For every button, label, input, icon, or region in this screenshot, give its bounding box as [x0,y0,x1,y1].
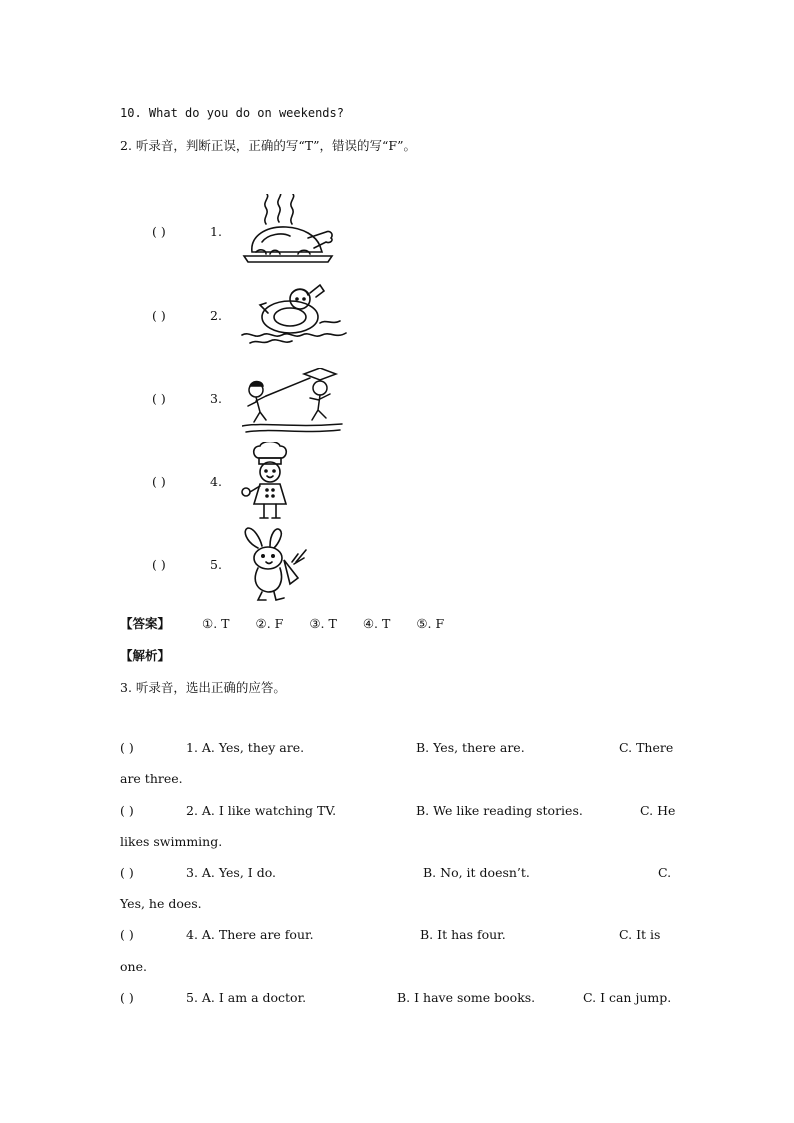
answer-row [120,614,470,632]
option-c: C. There [619,740,674,755]
section-3-title: 3. 听录音，选出正确的应答。 [120,680,286,695]
option-continuation: one. [120,959,147,974]
answer-item: ⑤. F [416,616,445,631]
answer-blank[interactable]: ( ) [152,308,166,323]
tf-item-1 [152,224,222,239]
option-b: B. We like reading stories. [416,803,583,818]
option-continuation: Yes, he does. [120,896,202,911]
tf-item-5 [152,557,222,572]
swimming-boy-icon [240,283,350,345]
answer-item: ③. T [309,616,337,631]
answer-label: 【答案】 [120,616,171,631]
tf-item-2 [152,308,222,323]
item-number: 4. [210,474,222,489]
rabbit-carrot-icon [240,526,314,602]
paren[interactable]: ( ) [120,927,134,942]
item-number: 2. [210,308,222,323]
option-b: B. It has four. [420,927,506,942]
option-b: B. No, it doesn’t. [423,865,530,880]
option-continuation: likes swimming. [120,834,223,849]
answer-blank[interactable]: ( ) [152,224,166,239]
option-a: 1. A. Yes, they are. [186,740,305,755]
section-2-title: 2. 听录音，判断正误，正确的写“T”，错误的写“F”。 [120,138,416,153]
analysis-label: 【解析】 [120,648,171,663]
roast-chicken-icon [242,194,338,270]
answer-item: ②. F [255,616,284,631]
item-number: 1. [210,224,222,239]
answer-blank[interactable]: ( ) [152,474,166,489]
option-b: B. I have some books. [397,990,536,1005]
option-c: C. He [640,803,676,818]
answer-item: ④. T [362,616,391,631]
paren[interactable]: ( ) [120,990,134,1005]
option-c: C. I can jump. [583,990,672,1005]
kite-kids-icon [242,368,344,436]
chef-icon [238,442,302,524]
tf-item-4 [152,474,222,489]
option-a: 5. A. I am a doctor. [186,990,307,1005]
option-a: 4. A. There are four. [186,927,314,942]
answer-blank[interactable]: ( ) [152,557,166,572]
option-continuation: are three. [120,771,183,786]
answer-item: ①. T [202,616,230,631]
answer-blank[interactable]: ( ) [152,391,166,406]
option-a: 2. A. I like watching TV. [186,803,337,818]
tf-item-3 [152,391,222,406]
question-10: 10. What do you do on weekends? [120,106,344,120]
item-number: 3. [210,391,222,406]
paren[interactable]: ( ) [120,740,134,755]
paren[interactable]: ( ) [120,865,134,880]
option-b: B. Yes, there are. [416,740,525,755]
option-c: C. [658,865,672,880]
paren[interactable]: ( ) [120,803,134,818]
option-a: 3. A. Yes, I do. [186,865,276,880]
item-number: 5. [210,557,222,572]
option-c: C. It is [619,927,661,942]
